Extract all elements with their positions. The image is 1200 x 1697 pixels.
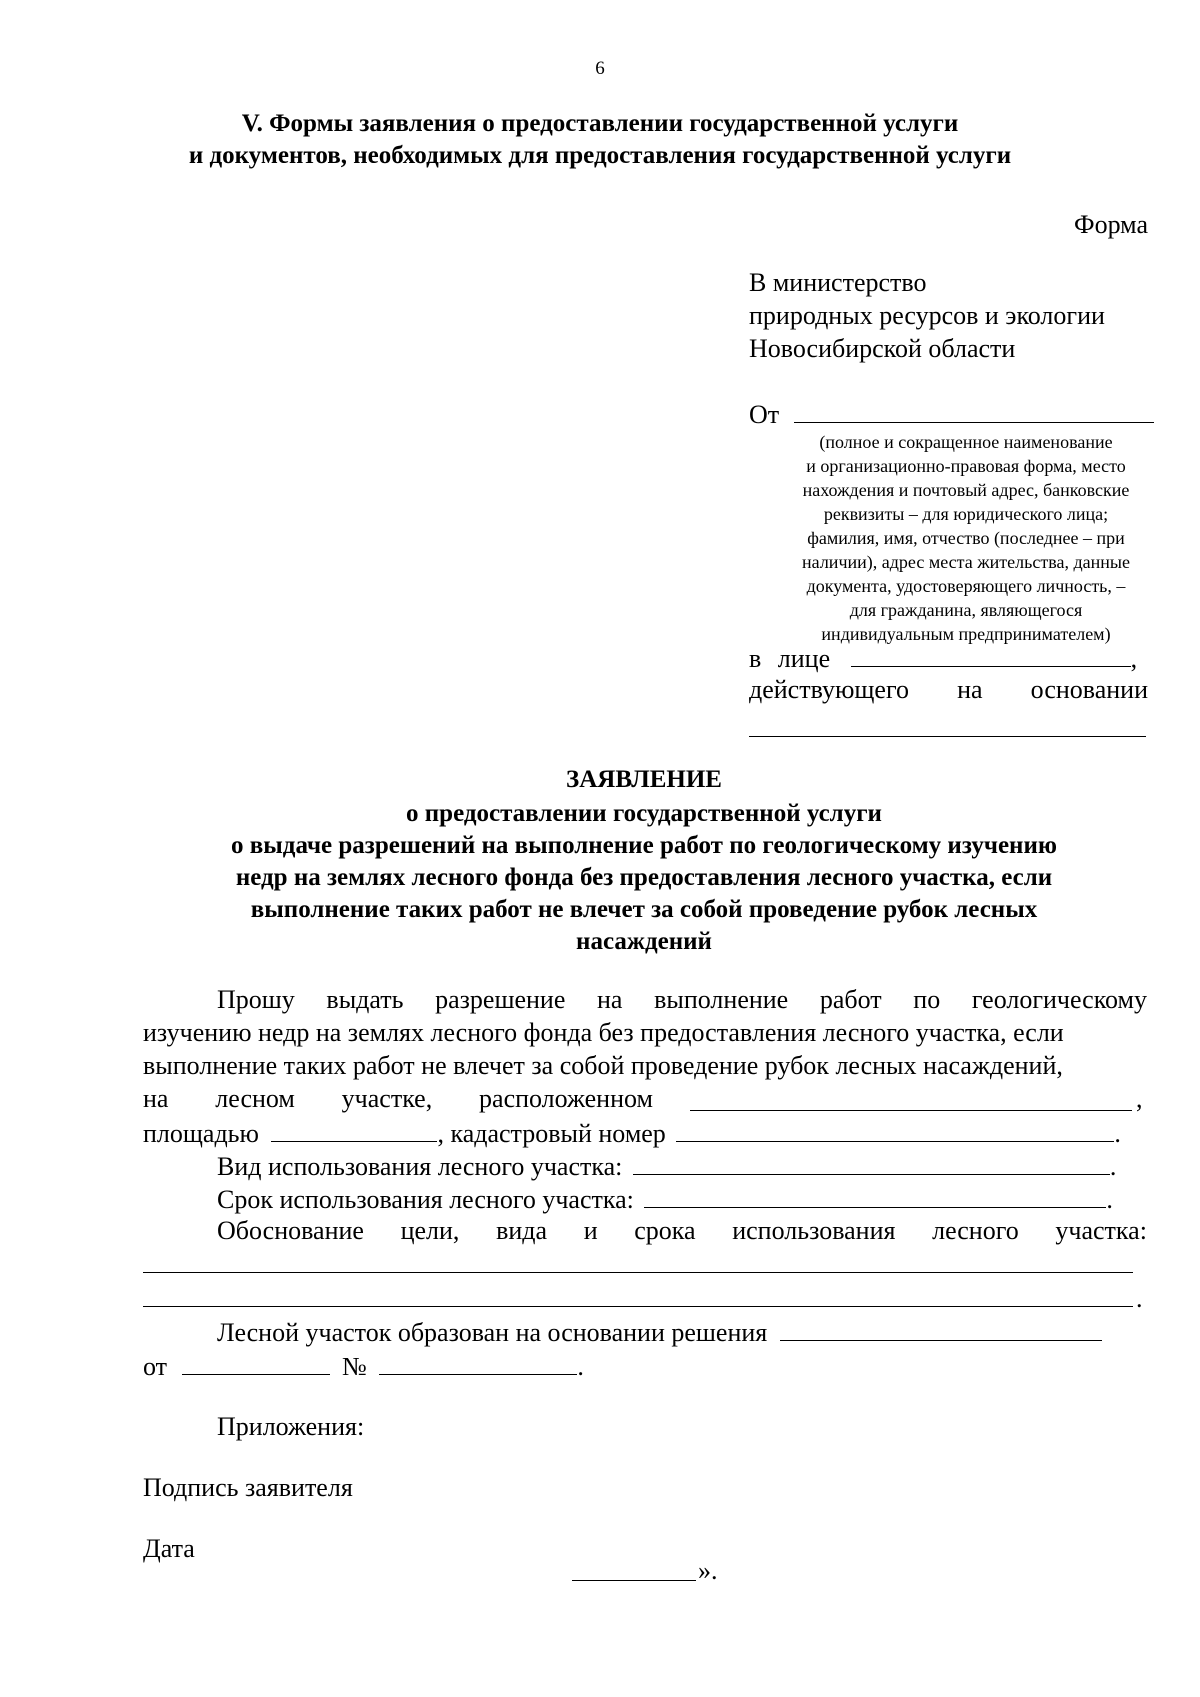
use-type-label: Вид использования лесного участка: — [217, 1152, 623, 1181]
in-person-word: лице — [777, 644, 831, 673]
from-hint-line: реквизиты – для юридического лица; — [823, 504, 1109, 524]
from-hint-line: для гражданина, являющегося — [849, 600, 1083, 620]
request-line-4 — [143, 1084, 653, 1114]
word: лесного — [932, 1216, 1019, 1245]
word: выполнение — [654, 985, 789, 1014]
word: Прошу — [217, 985, 295, 1014]
from-hint-line: индивидуальным предпринимателем) — [821, 624, 1111, 644]
word: срока — [634, 1216, 696, 1245]
in-person-field[interactable] — [851, 642, 1131, 667]
acting-row — [749, 675, 1148, 705]
application-title: ЗАЯВЛЕНИЕ — [566, 766, 722, 793]
from-hint-line: документа, удостоверяющего личность, – — [806, 576, 1126, 596]
period: . — [1114, 1119, 1121, 1148]
area-label: площадью — [143, 1119, 259, 1148]
in-person-word: в — [749, 644, 762, 673]
formed-basis-label: Лесной участок образован на основании решения — [217, 1318, 768, 1347]
application-subtitle-line: о предоставлении государственной услуги — [406, 800, 882, 827]
acting-basis-field[interactable] — [749, 736, 1146, 737]
number-sign: № — [342, 1352, 367, 1381]
period: . — [577, 1352, 584, 1381]
from-row — [749, 398, 1154, 430]
word: вида — [496, 1216, 548, 1245]
justification-field-line-1[interactable] — [143, 1272, 1133, 1273]
cadastral-number-field[interactable] — [676, 1117, 1114, 1142]
from-field[interactable] — [794, 398, 1154, 423]
word: по — [913, 985, 941, 1014]
word: разрешение — [435, 985, 566, 1014]
justification-period: . — [1136, 1284, 1143, 1313]
location-field[interactable] — [690, 1110, 1132, 1111]
from-hint-line: фамилия, имя, отчество (последнее – при — [807, 528, 1125, 548]
from-hint-line: нахождения и почтовый адрес, банковские — [802, 480, 1130, 500]
word: выдать — [326, 985, 404, 1014]
acting-word: на — [957, 675, 983, 704]
word: на — [597, 985, 623, 1014]
section-heading-line-1: V. Формы заявления о предоставлении государственной услуги — [241, 110, 959, 137]
closing-quote: ». — [698, 1556, 718, 1585]
decision-date-row — [143, 1350, 584, 1382]
word: участка: — [1055, 1216, 1147, 1245]
decision-field[interactable] — [780, 1316, 1102, 1341]
date-label: Дата — [143, 1534, 195, 1563]
application-subtitle-line: выполнение таких работ не влечет за собой проведение рубок лесных — [250, 896, 1038, 923]
section-heading-line-2: и документов, необходимых для предоставления государственной услуги — [188, 142, 1012, 169]
word: работ — [819, 985, 882, 1014]
word: на — [143, 1084, 169, 1113]
word: Обоснование — [217, 1216, 364, 1245]
formed-basis-row — [217, 1316, 1102, 1348]
use-type-field[interactable] — [633, 1150, 1110, 1175]
request-line-1 — [217, 985, 1147, 1015]
use-term-label: Срок использования лесного участка: — [217, 1185, 634, 1214]
period: . — [1109, 1152, 1117, 1181]
from-date-label: от — [143, 1352, 168, 1381]
area-row — [143, 1117, 1121, 1149]
word: геологическому — [971, 985, 1147, 1014]
attachments-label: Приложения: — [217, 1412, 365, 1441]
decision-date-field[interactable] — [182, 1350, 330, 1375]
from-label: От — [749, 400, 780, 429]
closing-field[interactable] — [572, 1580, 696, 1581]
period: . — [1106, 1185, 1113, 1214]
addressee-line-2: природных ресурсов и экологии — [749, 301, 1105, 330]
use-type-row — [217, 1150, 1116, 1182]
in-person-comma: , — [1130, 644, 1138, 673]
justification-field-line-2[interactable] — [143, 1306, 1133, 1307]
from-hint-line: наличии), адрес места жительства, данные — [802, 552, 1130, 572]
acting-word: основании — [1030, 675, 1148, 704]
location-comma: , — [1136, 1084, 1143, 1113]
application-subtitle-line: насаждений — [576, 928, 712, 955]
word: цели, — [400, 1216, 460, 1245]
word: участке, — [341, 1084, 433, 1113]
from-hint-line: и организационно-правовая форма, место — [806, 456, 1126, 476]
acting-word: действующего — [749, 675, 909, 704]
addressee-line-1: В министерство — [749, 268, 927, 297]
application-subtitle-line: недр на землях лесного фонда без предоставления лесного участка, если — [235, 864, 1053, 891]
in-person-row — [749, 642, 1137, 674]
request-line-2: изучению недр на землях лесного фонда без предоставления лесного участка, если — [143, 1018, 1064, 1047]
cadastral-label: , кадастровый номер — [437, 1119, 666, 1148]
form-label: Форма — [1074, 210, 1148, 239]
word: расположенном — [479, 1084, 653, 1113]
word: использования — [732, 1216, 896, 1245]
application-subtitle-line: о выдаче разрешений на выполнение работ по геологическому изучению — [231, 832, 1057, 859]
area-field[interactable] — [271, 1117, 437, 1142]
signature-label: Подпись заявителя — [143, 1473, 353, 1502]
decision-number-field[interactable] — [379, 1350, 577, 1375]
page-number: 6 — [595, 58, 605, 79]
request-line-3: выполнение таких работ не влечет за собой проведение рубок лесных насаждений, — [143, 1051, 1063, 1080]
use-term-row — [217, 1183, 1113, 1215]
use-term-field[interactable] — [644, 1183, 1106, 1208]
from-hint-line: (полное и сокращенное наименование — [819, 432, 1113, 452]
addressee-line-3: Новосибирской области — [749, 334, 1016, 363]
word: и — [583, 1216, 598, 1245]
justification-row — [217, 1216, 1147, 1246]
word: лесном — [215, 1084, 295, 1113]
